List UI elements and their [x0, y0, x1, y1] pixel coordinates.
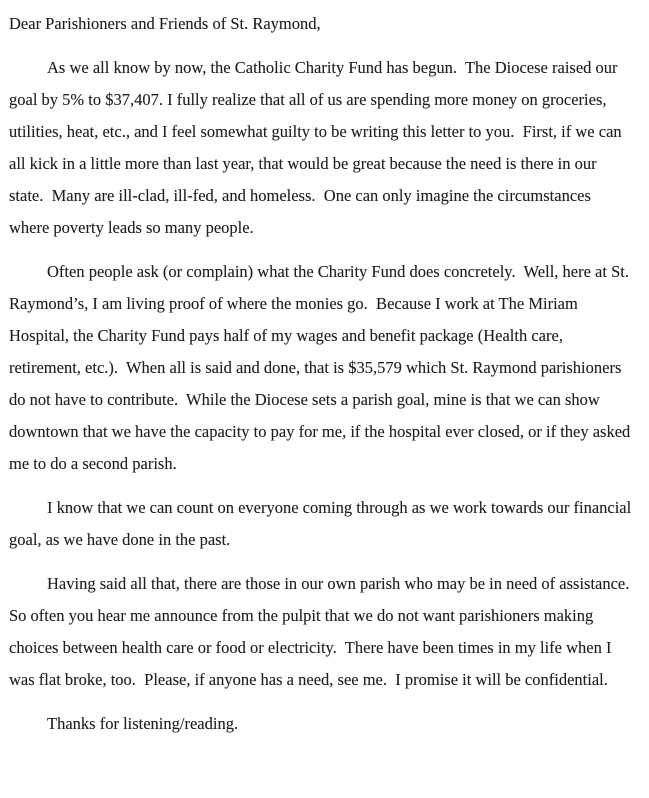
paragraph-charity-fund-goal: As we all know by now, the Catholic Charity Fund has begun. The Diocese raised our goal by 5% to $37,407. I fully realize that all of us are spending more money on groceries, utilities, heat, etc., and I feel somewhat guilty to be writing this letter to you. First, if we can all kick in a little more than last year, that would be great because the need is there in our state. Many are ill-clad, ill-fed, and homeless. One can only imagine the circumstances where poverty leads so many people. [9, 58, 626, 237]
paragraph-where-monies-go: Often people ask (or complain) what the Charity Fund does concretely. Well, here at St. Raymond’s, I am living proof of where the monies go. Because I work at The Miriam Hospital, the Charity Fund pays half of my wages and benefit package (Health care, retirement, etc.). When all is said and done, that is $35,579 which St. Raymond parishioners do not have to contribute. While the Diocese sets a parish goal, mine is that we can show downtown that we have the capacity to pay for me, if the hospital ever closed, or if they asked me to do a second parish. [9, 262, 635, 473]
paragraph-count-on-everyone: I know that we can count on everyone coming through as we work towards our financial goal, as we have done in the past. [9, 498, 636, 549]
closing-line: Thanks for listening/reading. [47, 714, 239, 733]
salutation: Dear Parishioners and Friends of St. Raymond, [9, 14, 321, 33]
paragraph-parish-need-assistance: Having said all that, there are those in our own parish who may be in need of assistance. So often you hear me announce from the pulpit that we do not want parishioners making choices between health care or food or electricity. There have been times in my life when I was flat broke, too. Please, if anyone has a need, see me. I promise it will be confidential. [9, 574, 638, 689]
